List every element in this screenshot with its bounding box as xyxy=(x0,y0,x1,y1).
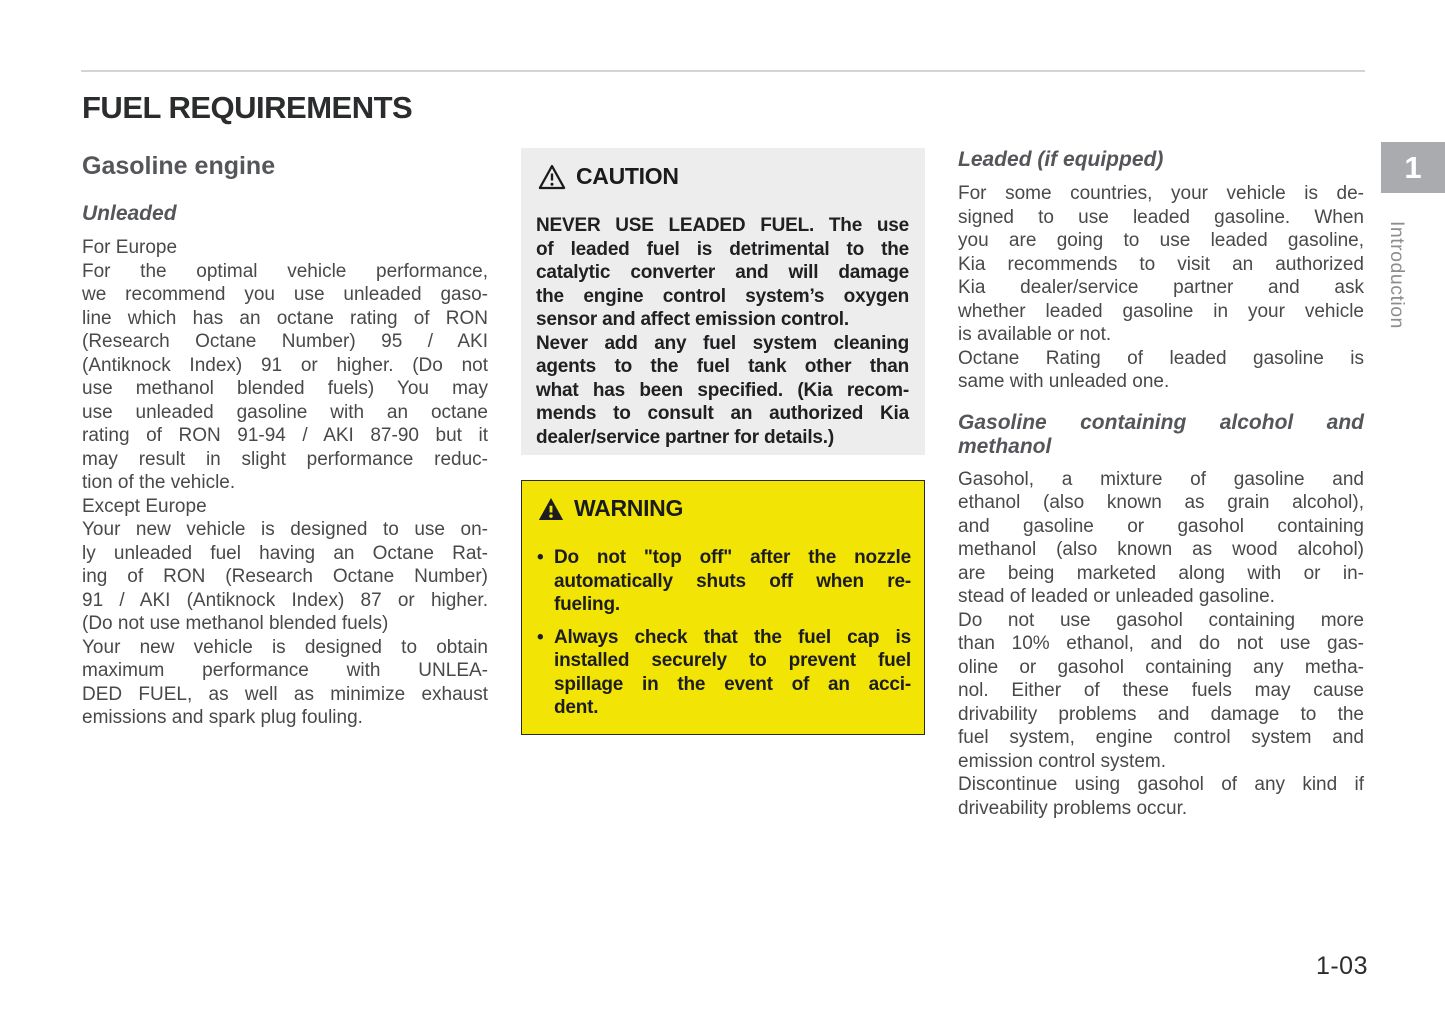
caution-header xyxy=(538,162,909,192)
paragraph-leaded-2: Octane Rating of leaded gasoline is same with unleaded one. xyxy=(958,347,1364,392)
column-middle xyxy=(521,148,925,735)
subsection-title-leaded: Leaded (if equipped) xyxy=(958,148,1164,171)
column-right xyxy=(958,148,1364,820)
warning-header xyxy=(538,494,911,524)
caution-paragraph-2: Never add any fuel system cleaning agents to the fuel tank other than what has been specified. (Kia recom- mends to consult an authorized Kia dealer/service partner for details.) xyxy=(536,332,909,448)
label-except-europe: Except Europe xyxy=(82,495,207,517)
page-number: 1-03 xyxy=(1315,952,1368,980)
subsection-title-unleaded: Unleaded xyxy=(82,202,177,225)
top-rule xyxy=(81,70,1365,72)
column-left xyxy=(82,151,488,730)
caution-paragraph-1: NEVER USE LEADED FUEL. The use of leaded fuel is detrimental to the catalytic converter and will damage the engine control system’s oxygen sensor and affect emission control. xyxy=(536,215,909,330)
label-for-europe: For Europe xyxy=(82,237,178,258)
paragraph-alcohol-2: Do not use gasohol containing more than 10% ethanol, and do not use gas- oline or gasohol containing any metha- nol. Either of these fuels may cause drivability problems and damage to the fuel system, engine control system and emission control system. xyxy=(958,609,1364,772)
section-title-gasoline-engine: Gasoline engine xyxy=(82,152,276,180)
bullet-marker: • xyxy=(537,547,544,568)
warning-bullet-1 xyxy=(536,546,911,617)
paragraph-unleaded-europe: For the optimal vehicle performance, we recommend you use unleaded gaso- line which has an octane rating of RON (Research Octane Number) 95 / AKI (Antiknock Index) 91 or higher. (Do not use methanol blended fuels) You may use unleaded gasoline with an octane rating of RON 91-94 / AKI 87-90 but it may result in slight performance reduc- tion of the vehicle. xyxy=(82,260,488,493)
chapter-tab: 1 xyxy=(1381,142,1445,193)
paragraph-unleaded-except-europe-1: Your new vehicle is designed to use on- ly unleaded fuel having an Octane Rat- ing of RON (Research Octane Number) 91 / AKI (Antiknock Index) 87 or higher. (Do not use methanol blended fuels) xyxy=(82,519,488,634)
warning-title: WARNING xyxy=(574,495,684,522)
warning-triangle-filled-icon xyxy=(538,497,564,521)
caution-title: CAUTION xyxy=(576,163,679,190)
warning-bullet-2 xyxy=(536,626,911,720)
paragraph-leaded-1: For some countries, your vehicle is de- signed to use leaded gasoline. When you are going to use leaded gasoline, Kia recommends to visit an authorized Kia dealer/service partner and ask whether leaded gasoline in your vehicle is available or not. xyxy=(958,183,1364,345)
bullet-marker: • xyxy=(537,626,544,648)
page-title: FUEL REQUIREMENTS xyxy=(82,90,413,125)
warning-bullet-1-text: Do not "top off" after the nozzle automatically shuts off when re- fueling. xyxy=(554,547,911,615)
paragraph-alcohol-1: Gasohol, a mixture of gasoline and ethanol (also known as grain alcohol), and gasoline or gasohol containing methanol (also known as wood alcohol) are being marketed along with or in- stead of leaded or unleaded gasoline. xyxy=(958,468,1364,607)
warning-box xyxy=(521,480,925,735)
paragraph-alcohol-3: Discontinue using gasohol of any kind if driveability problems occur. xyxy=(958,774,1364,819)
warning-triangle-outline-icon xyxy=(538,164,566,190)
paragraph-unleaded-except-europe-2: Your new vehicle is designed to obtain maximum performance with UNLEA- DED FUEL, as well as minimize exhaust emissions and spark plug fouling. xyxy=(82,636,488,728)
warning-bullet-2-text: Always check that the fuel cap is installed securely to prevent fuel spillage in the event of an acci- dent. xyxy=(554,626,911,718)
caution-box xyxy=(521,148,925,455)
subsection-title-alcohol-methanol: Gasoline containing alcohol and methanol xyxy=(958,410,1364,458)
chapter-label: Introduction xyxy=(1386,221,1408,329)
